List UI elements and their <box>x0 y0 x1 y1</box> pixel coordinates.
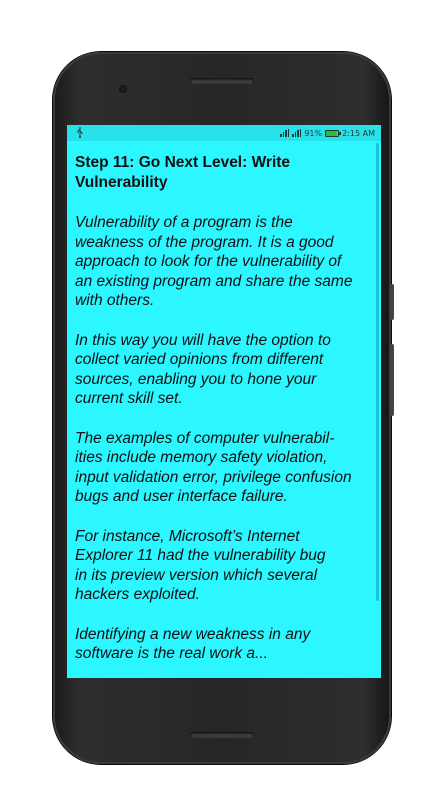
app-screen <box>67 125 381 678</box>
signal-icon <box>292 129 301 137</box>
earpiece-speaker <box>190 78 254 84</box>
status-icons <box>280 127 375 139</box>
volume-button[interactable] <box>390 344 394 416</box>
article-content[interactable] <box>75 153 375 678</box>
battery-fill <box>326 131 337 136</box>
scrollbar[interactable] <box>376 143 379 601</box>
article-paragraph: The examples of computer vulnerabil- ities include memory safety violation, input validation error, privilege confusion bugs and user interface failure. <box>75 429 352 505</box>
article-paragraph: For instance, Microsoft’s Internet Explorer 11 had the vulnerability bug in its preview version which several hackers exploited. <box>75 527 326 603</box>
battery-percent: 91% <box>304 128 323 138</box>
status-bar <box>67 125 381 141</box>
article-paragraph: Identifying a new weakness in any software is the real work a... <box>75 625 311 662</box>
bottom-speaker <box>190 732 254 738</box>
signal-icon <box>280 129 289 137</box>
front-camera <box>119 85 127 93</box>
power-button[interactable] <box>390 284 394 320</box>
article-title: Step 11: Go Next Level: Write Vulnerability <box>75 154 291 191</box>
article-paragraph: In this way you will have the option to collect varied opinions from different sources, enabling you to hone your current skill set. <box>75 331 331 407</box>
status-time: 2:15 AM <box>342 128 375 138</box>
battery-icon <box>325 130 339 137</box>
article-paragraph: Vulnerability of a program is the weakness of the program. It is a good approach to look for the vulnerability of an existing program and share the same with others. <box>75 214 353 309</box>
usb-icon <box>75 127 85 138</box>
